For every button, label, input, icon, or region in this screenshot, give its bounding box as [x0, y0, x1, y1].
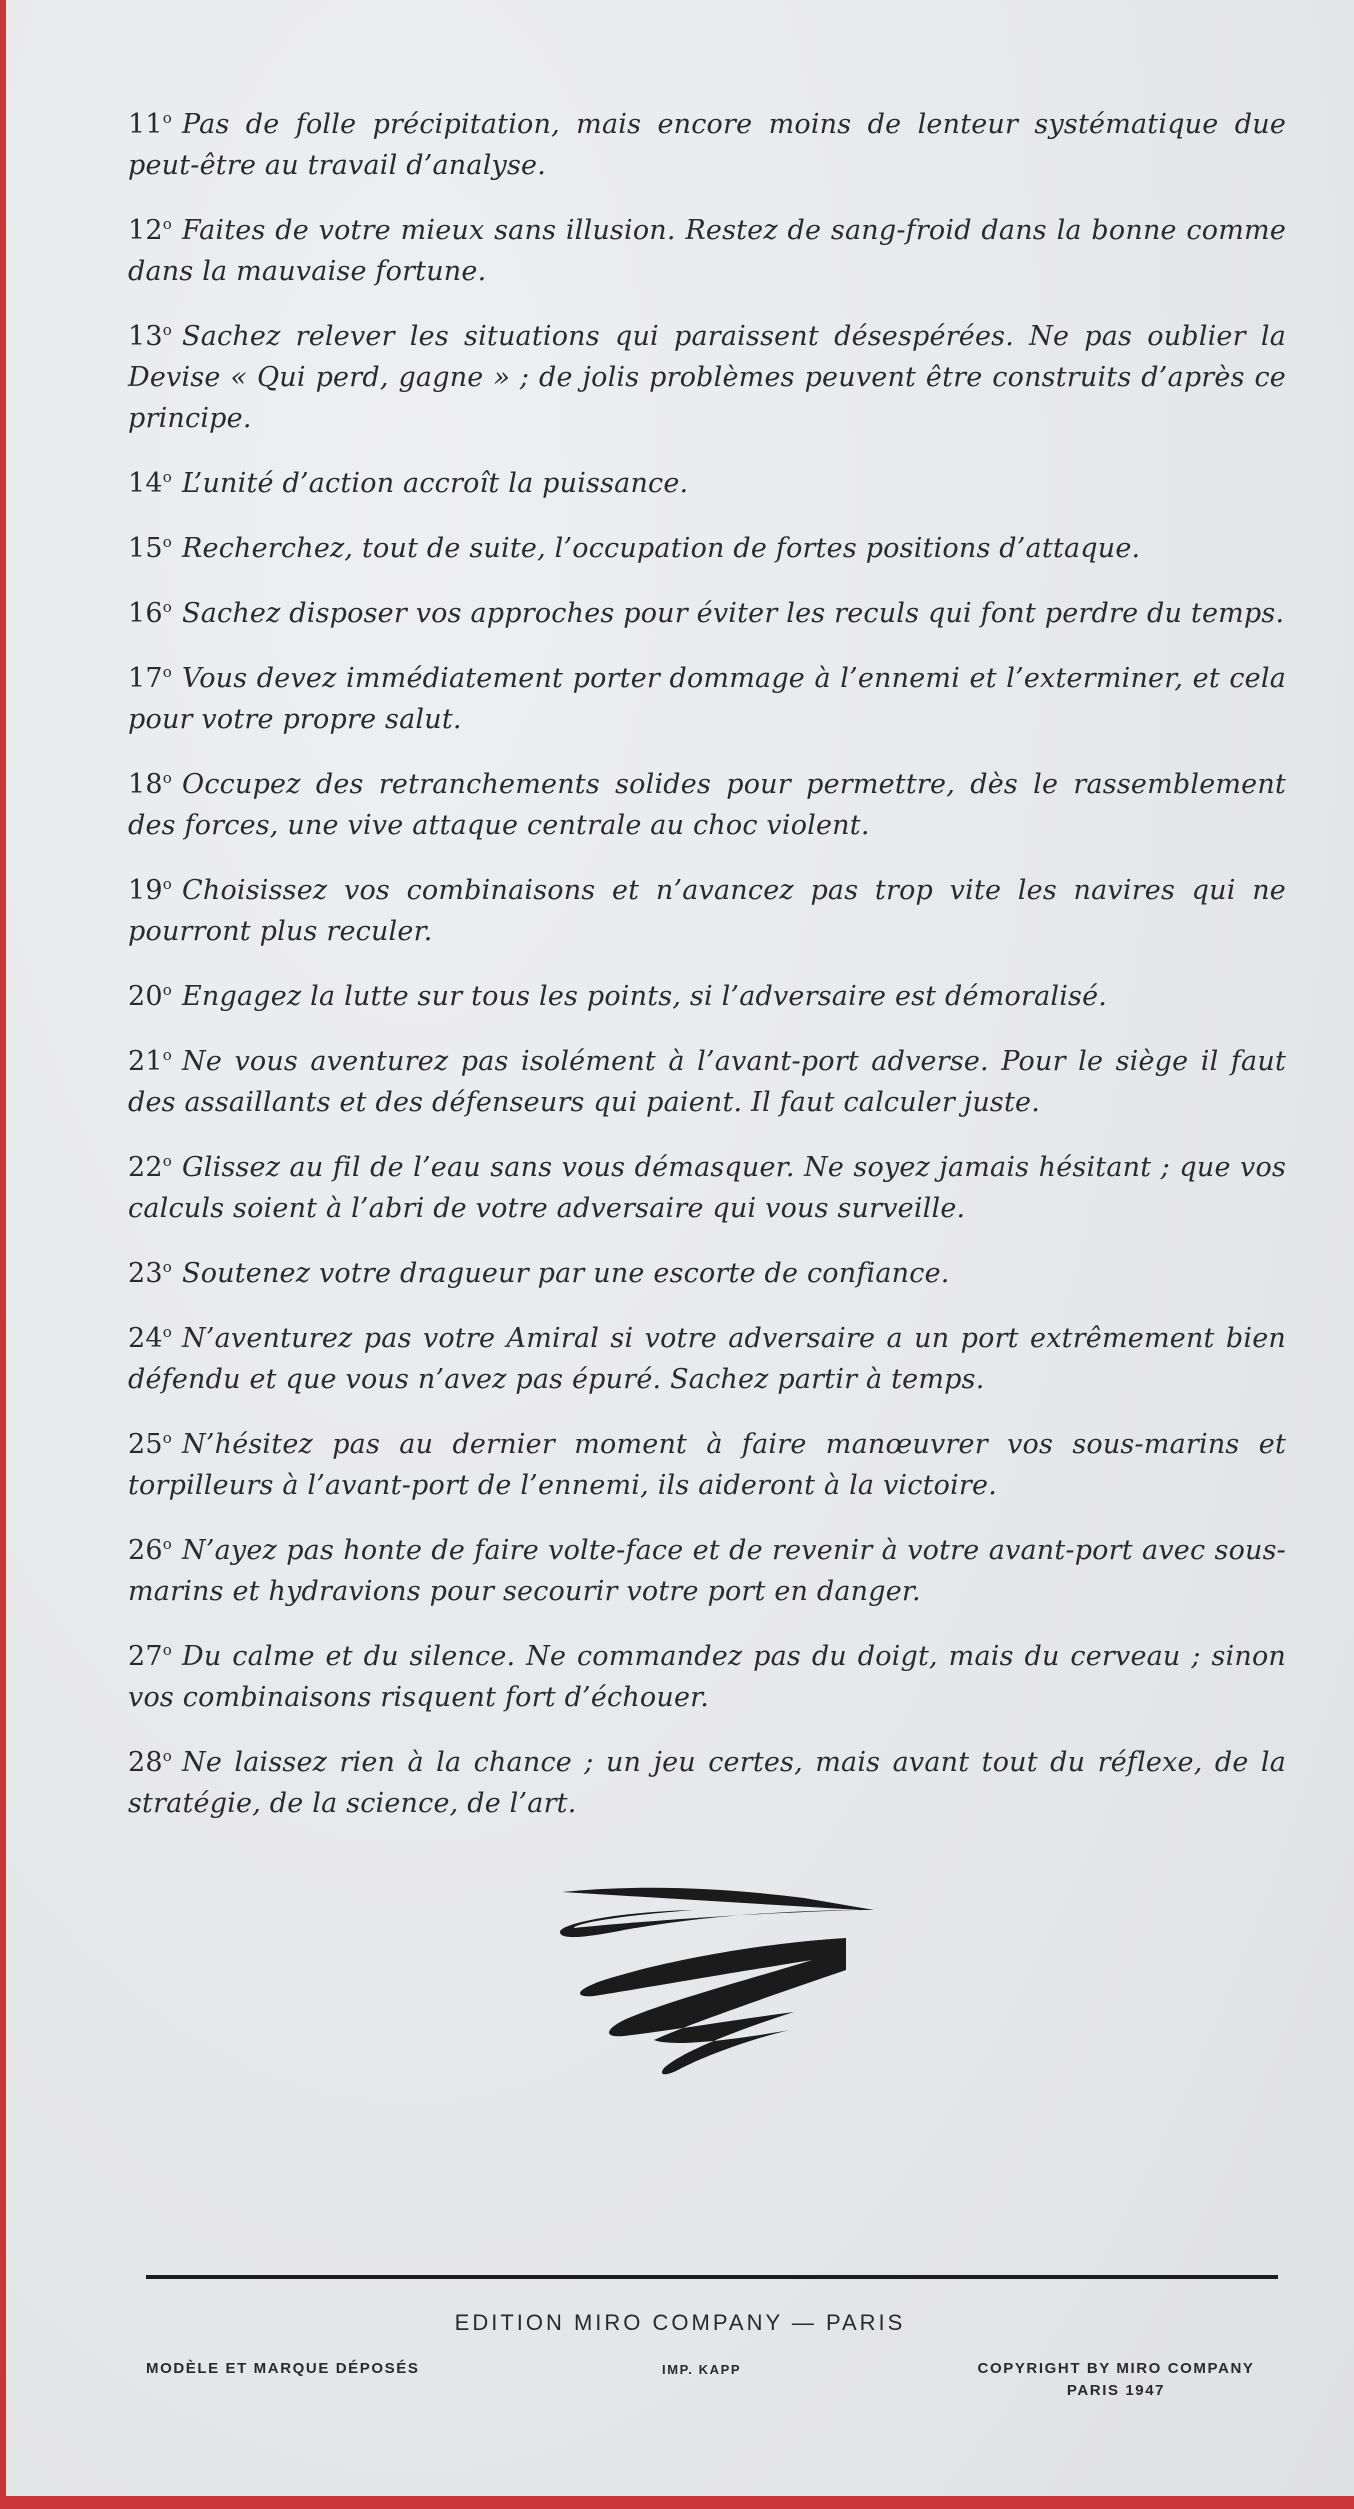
rule-number-value: 28	[128, 1747, 163, 1778]
rule-number	[128, 663, 172, 694]
rule-item	[128, 593, 1286, 634]
rule-number-degree: o	[162, 1152, 172, 1170]
printer-notice: IMP. KAPP	[662, 2362, 742, 2377]
rule-text: Ne vous aventurez pas isolément à l’avant-port adverse. Pour le siège il faut des assaillants et des défenseurs qui paient. Il faut calculer juste.	[128, 1046, 1286, 1118]
rule-number	[128, 468, 172, 499]
rule-number-degree: o	[162, 769, 172, 787]
rule-number-value: 19	[128, 875, 163, 906]
rule-number-degree: o	[162, 981, 172, 999]
rule-item	[128, 658, 1286, 740]
rule-item	[128, 104, 1286, 186]
rule-number	[128, 109, 172, 140]
rule-item	[128, 1147, 1286, 1229]
rule-item	[128, 976, 1286, 1017]
rule-text: Engagez la lutte sur tous les points, si l’adversaire est démoralisé.	[182, 981, 1108, 1012]
rule-item	[128, 463, 1286, 504]
rule-item	[128, 316, 1286, 439]
rule-number	[128, 1429, 172, 1460]
edition-line: EDITION MIRO COMPANY — PARIS	[454, 2310, 906, 2335]
rule-number	[128, 598, 172, 629]
rule-number	[128, 533, 172, 564]
rule-text: Du calme et du silence. Ne commandez pas du doigt, mais du cerveau ; sinon vos combinaisons risquent fort d’échouer.	[128, 1641, 1286, 1713]
rule-number-value: 26	[128, 1535, 163, 1566]
rule-item	[128, 1253, 1286, 1294]
rule-number-value: 25	[128, 1429, 163, 1460]
rule-number-value: 23	[128, 1258, 163, 1289]
rule-item	[128, 1424, 1286, 1506]
rule-number-degree: o	[162, 1641, 172, 1659]
rule-text: Vous devez immédiatement porter dommage à l’ennemi et l’exterminer, et cela pour votre propre salut.	[128, 663, 1286, 735]
rule-number-value: 18	[128, 769, 163, 800]
rule-text: Recherchez, tout de suite, l’occupation de fortes positions d’attaque.	[182, 533, 1141, 564]
rule-number-value: 16	[128, 598, 163, 629]
rule-number-degree: o	[162, 1747, 172, 1765]
rule-number	[128, 215, 172, 246]
rule-number-degree: o	[162, 1429, 172, 1447]
rule-item	[128, 1636, 1286, 1718]
rule-item	[128, 1530, 1286, 1612]
rule-text: N’aventurez pas votre Amiral si votre adversaire a un port extrêmement bien défendu et que vous n’avez pas épuré. Sachez partir à temps.	[128, 1323, 1286, 1395]
rule-number-value: 17	[128, 663, 163, 694]
rule-number-degree: o	[162, 321, 172, 339]
copyright-line: COPYRIGHT BY MIRO COMPANY	[977, 2360, 1255, 2377]
rule-item	[128, 1742, 1286, 1824]
rule-number-value: 12	[128, 215, 163, 246]
rule-number-value: 27	[128, 1641, 163, 1672]
rule-number	[128, 981, 172, 1012]
rule-number-degree: o	[162, 875, 172, 893]
rule-text: Ne laissez rien à la chance ; un jeu certes, mais avant tout du réflexe, de la stratégie, de la science, de l’art.	[128, 1747, 1286, 1819]
rules-list	[128, 104, 1286, 1848]
rule-number-degree: o	[162, 1535, 172, 1553]
rule-number	[128, 769, 172, 800]
rule-number-value: 13	[128, 321, 163, 352]
rule-number-degree: o	[162, 109, 172, 127]
trademark-notice: MODÈLE ET MARQUE DÉPOSÉS	[146, 2360, 420, 2377]
rule-item	[128, 210, 1286, 292]
rule-item	[128, 870, 1286, 952]
rule-text: Soutenez votre dragueur par une escorte de confiance.	[182, 1258, 950, 1289]
rule-text: Choisissez vos combinaisons et n’avancez pas trop vite les navires qui ne pourront plus reculer.	[128, 875, 1286, 947]
rule-number-degree: o	[162, 215, 172, 233]
rule-number	[128, 1641, 172, 1672]
rule-number-value: 14	[128, 468, 163, 499]
footer-divider	[146, 2275, 1278, 2279]
rule-number-value: 21	[128, 1046, 163, 1077]
rule-number-degree: o	[162, 533, 172, 551]
rule-item	[128, 1041, 1286, 1123]
rule-number-degree: o	[162, 1046, 172, 1064]
rule-number	[128, 1747, 172, 1778]
rule-number	[128, 1046, 172, 1077]
rule-text: Occupez des retranchements solides pour permettre, dès le rassemblement des forces, une vive attaque centrale au choc violent.	[128, 769, 1286, 841]
rule-item	[128, 1318, 1286, 1400]
rule-text: Faites de votre mieux sans illusion. Restez de sang-froid dans la bonne comme dans la mauvaise fortune.	[128, 215, 1286, 287]
rule-number-degree: o	[162, 663, 172, 681]
rule-number-degree: o	[162, 1323, 172, 1341]
rule-number	[128, 1258, 172, 1289]
rule-number	[128, 321, 172, 352]
rule-number-degree: o	[162, 468, 172, 486]
rule-text: Sachez relever les situations qui paraissent désespérées. Ne pas oublier la Devise « Qui perd, gagne » ; de jolis problèmes peuvent être construits d’après ce principe.	[128, 321, 1286, 434]
copyright-place-year: PARIS 1947	[1066, 2382, 1166, 2399]
rule-number-value: 11	[128, 109, 163, 140]
document-page	[6, 0, 1354, 2496]
rule-number-value: 24	[128, 1323, 163, 1354]
rule-text: N’ayez pas honte de faire volte-face et de revenir à votre avant-port avec sous-marins et hydravions pour secourir votre port en danger.	[128, 1535, 1286, 1607]
rule-number	[128, 1152, 172, 1183]
rule-text: N’hésitez pas au dernier moment à faire manœuvrer vos sous-marins et torpilleurs à l’avant-port de l’ennemi, ils aideront à la victoire.	[128, 1429, 1286, 1501]
rule-number	[128, 1535, 172, 1566]
miro-logo-icon	[554, 1880, 884, 2090]
rule-number-value: 15	[128, 533, 163, 564]
rule-number-degree: o	[162, 598, 172, 616]
rule-number-value: 20	[128, 981, 163, 1012]
rule-number	[128, 1323, 172, 1354]
rule-text: Glissez au fil de l’eau sans vous démasquer. Ne soyez jamais hésitant ; que vos calculs soient à l’abri de votre adversaire qui vous surveille.	[128, 1152, 1286, 1224]
rule-number	[128, 875, 172, 906]
rule-text: L’unité d’action accroît la puissance.	[182, 468, 689, 499]
rule-text: Sachez disposer vos approches pour éviter les reculs qui font perdre du temps.	[182, 598, 1285, 629]
copyright-notice	[946, 2358, 1286, 2402]
rule-item	[128, 528, 1286, 569]
rule-number-value: 22	[128, 1152, 163, 1183]
rule-text: Pas de folle précipitation, mais encore moins de lenteur systématique due peut-être au travail d’analyse.	[128, 109, 1286, 181]
rule-number-degree: o	[162, 1258, 172, 1276]
rule-item	[128, 764, 1286, 846]
